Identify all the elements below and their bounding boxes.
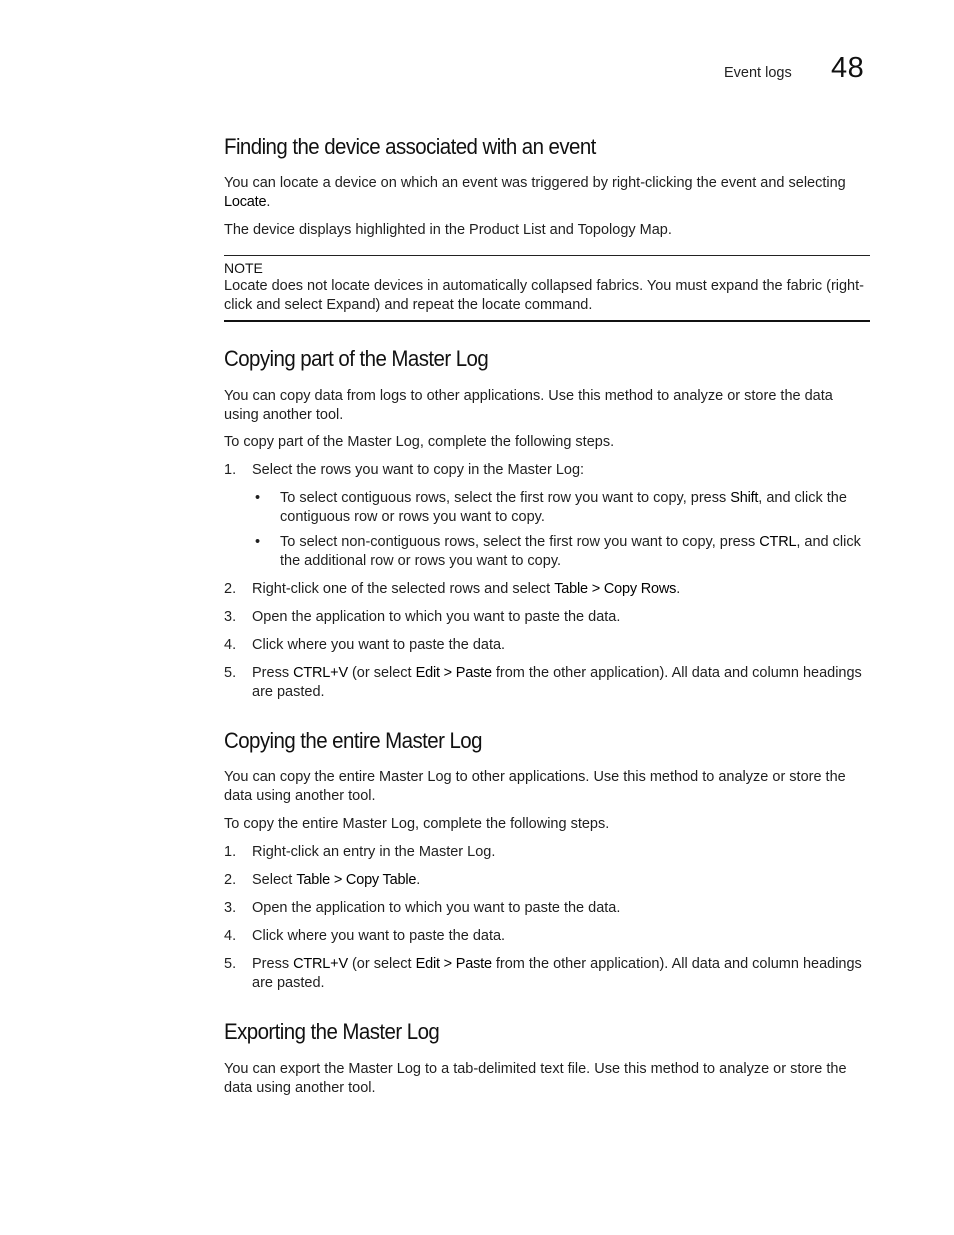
text: You can locate a device on which an event was triggered by right-clicking the event and selecting [224, 175, 846, 191]
bullet-list [224, 489, 870, 527]
note-box [224, 255, 870, 322]
list-item [224, 580, 870, 599]
ui-term-ctrl: CTRL [759, 534, 797, 550]
paragraph [224, 174, 870, 212]
step-list [224, 899, 870, 918]
step-list [224, 608, 870, 627]
running-header-label: Event logs [724, 65, 792, 81]
ui-term-shift: Shift [730, 490, 759, 506]
text: To copy part of the Master Log, complete the following steps. [224, 434, 615, 450]
chapter-number: 48 [831, 52, 865, 84]
text: Click where you want to paste the data. [252, 637, 506, 653]
ui-term-locate: Locate [224, 194, 267, 210]
text: , and click the additional row or rows you want to copy. [280, 534, 861, 569]
text: from the other application). All data and column headings are pasted. [252, 665, 862, 700]
text: To select contiguous rows, select the first row you want to copy, press [280, 490, 727, 506]
step-list [224, 636, 870, 655]
section-heading: Finding the device associated with an event [224, 134, 596, 159]
paragraph [224, 768, 870, 806]
section-exporting [224, 1019, 870, 1045]
step-list [224, 461, 870, 480]
text: Right-click one of the selected rows and select [252, 581, 551, 597]
list-item [224, 871, 870, 890]
text: To select non-contiguous rows, select the first row you want to copy, press [280, 534, 756, 550]
list-item [224, 636, 870, 655]
paragraph [224, 387, 870, 425]
ui-term-copy-rows: Table > Copy Rows [554, 581, 677, 597]
text: (or select [351, 665, 412, 681]
text: Open the application to which you want to paste the data. [252, 900, 621, 916]
paragraph [224, 221, 870, 240]
list-item [224, 489, 870, 527]
text: from the other application). All data and column headings are pasted. [252, 956, 862, 991]
text: You can copy the entire Master Log to other applications. Use this method to analyze or store the data using another tool. [224, 769, 846, 804]
bullet-marker: • [255, 534, 261, 550]
paragraph [224, 815, 870, 834]
text: Open the application to which you want to paste the data. [252, 609, 621, 625]
paragraph [224, 1060, 870, 1098]
section-heading: Exporting the Master Log [224, 1019, 440, 1044]
note-label: NOTE [224, 260, 263, 276]
text: . [416, 872, 421, 888]
list-item [224, 608, 870, 627]
list-item [224, 664, 870, 702]
step-list [224, 843, 870, 862]
text: To copy the entire Master Log, complete the following steps. [224, 816, 610, 832]
step-number: 4. [224, 928, 237, 944]
text: You can copy data from logs to other applications. Use this method to analyze or store the data using another tool. [224, 388, 833, 423]
text: Press [252, 956, 290, 972]
text: . [676, 581, 681, 597]
ui-term-ctrl-v: CTRL+V [293, 956, 348, 972]
section-heading: Copying the entire Master Log [224, 728, 482, 753]
list-item [224, 927, 870, 946]
text: (or select [351, 956, 412, 972]
step-number: 3. [224, 609, 237, 625]
bullet-marker: • [255, 490, 261, 506]
list-item [224, 899, 870, 918]
text: , and click the contiguous row or rows you want to copy. [280, 490, 847, 525]
list-item [224, 461, 870, 480]
step-number: 4. [224, 637, 237, 653]
list-item [224, 955, 870, 993]
bullet-list [224, 533, 870, 571]
ui-term-copy-table: Table > Copy Table [296, 872, 417, 888]
step-list [224, 580, 870, 599]
ui-term-ctrl-v: CTRL+V [293, 665, 348, 681]
section-finding-device [224, 134, 870, 160]
step-number: 5. [224, 956, 237, 972]
step-list [224, 871, 870, 890]
list-item [224, 843, 870, 862]
text: . [266, 194, 271, 210]
step-number: 5. [224, 665, 237, 681]
section-copying-entire [224, 728, 870, 754]
text: The device displays highlighted in the Product List and Topology Map. [224, 222, 672, 238]
step-number: 2. [224, 581, 237, 597]
step-number: 1. [224, 844, 237, 860]
ui-term-edit-paste: Edit > Paste [415, 665, 492, 681]
paragraph [224, 433, 870, 452]
note-text: Locate does not locate devices in automatically collapsed fabrics. You must expand the fabric (right-click and select Expand) and repeat the locate command. [224, 278, 864, 313]
list-item [224, 533, 870, 571]
ui-term-edit-paste: Edit > Paste [415, 956, 492, 972]
step-number: 1. [224, 462, 237, 478]
step-list [224, 955, 870, 993]
section-copying-part [224, 346, 870, 372]
step-number: 2. [224, 872, 237, 888]
step-number: 3. [224, 900, 237, 916]
text: Click where you want to paste the data. [252, 928, 506, 944]
text: Select the rows you want to copy in the Master Log: [252, 462, 585, 478]
text: Right-click an entry in the Master Log. [252, 844, 496, 860]
section-heading: Copying part of the Master Log [224, 346, 489, 371]
text: Press [252, 665, 290, 681]
text: You can export the Master Log to a tab-delimited text file. Use this method to analyze or store the data using another tool. [224, 1061, 847, 1096]
text: Select [252, 872, 293, 888]
step-list [224, 927, 870, 946]
step-list [224, 664, 870, 702]
